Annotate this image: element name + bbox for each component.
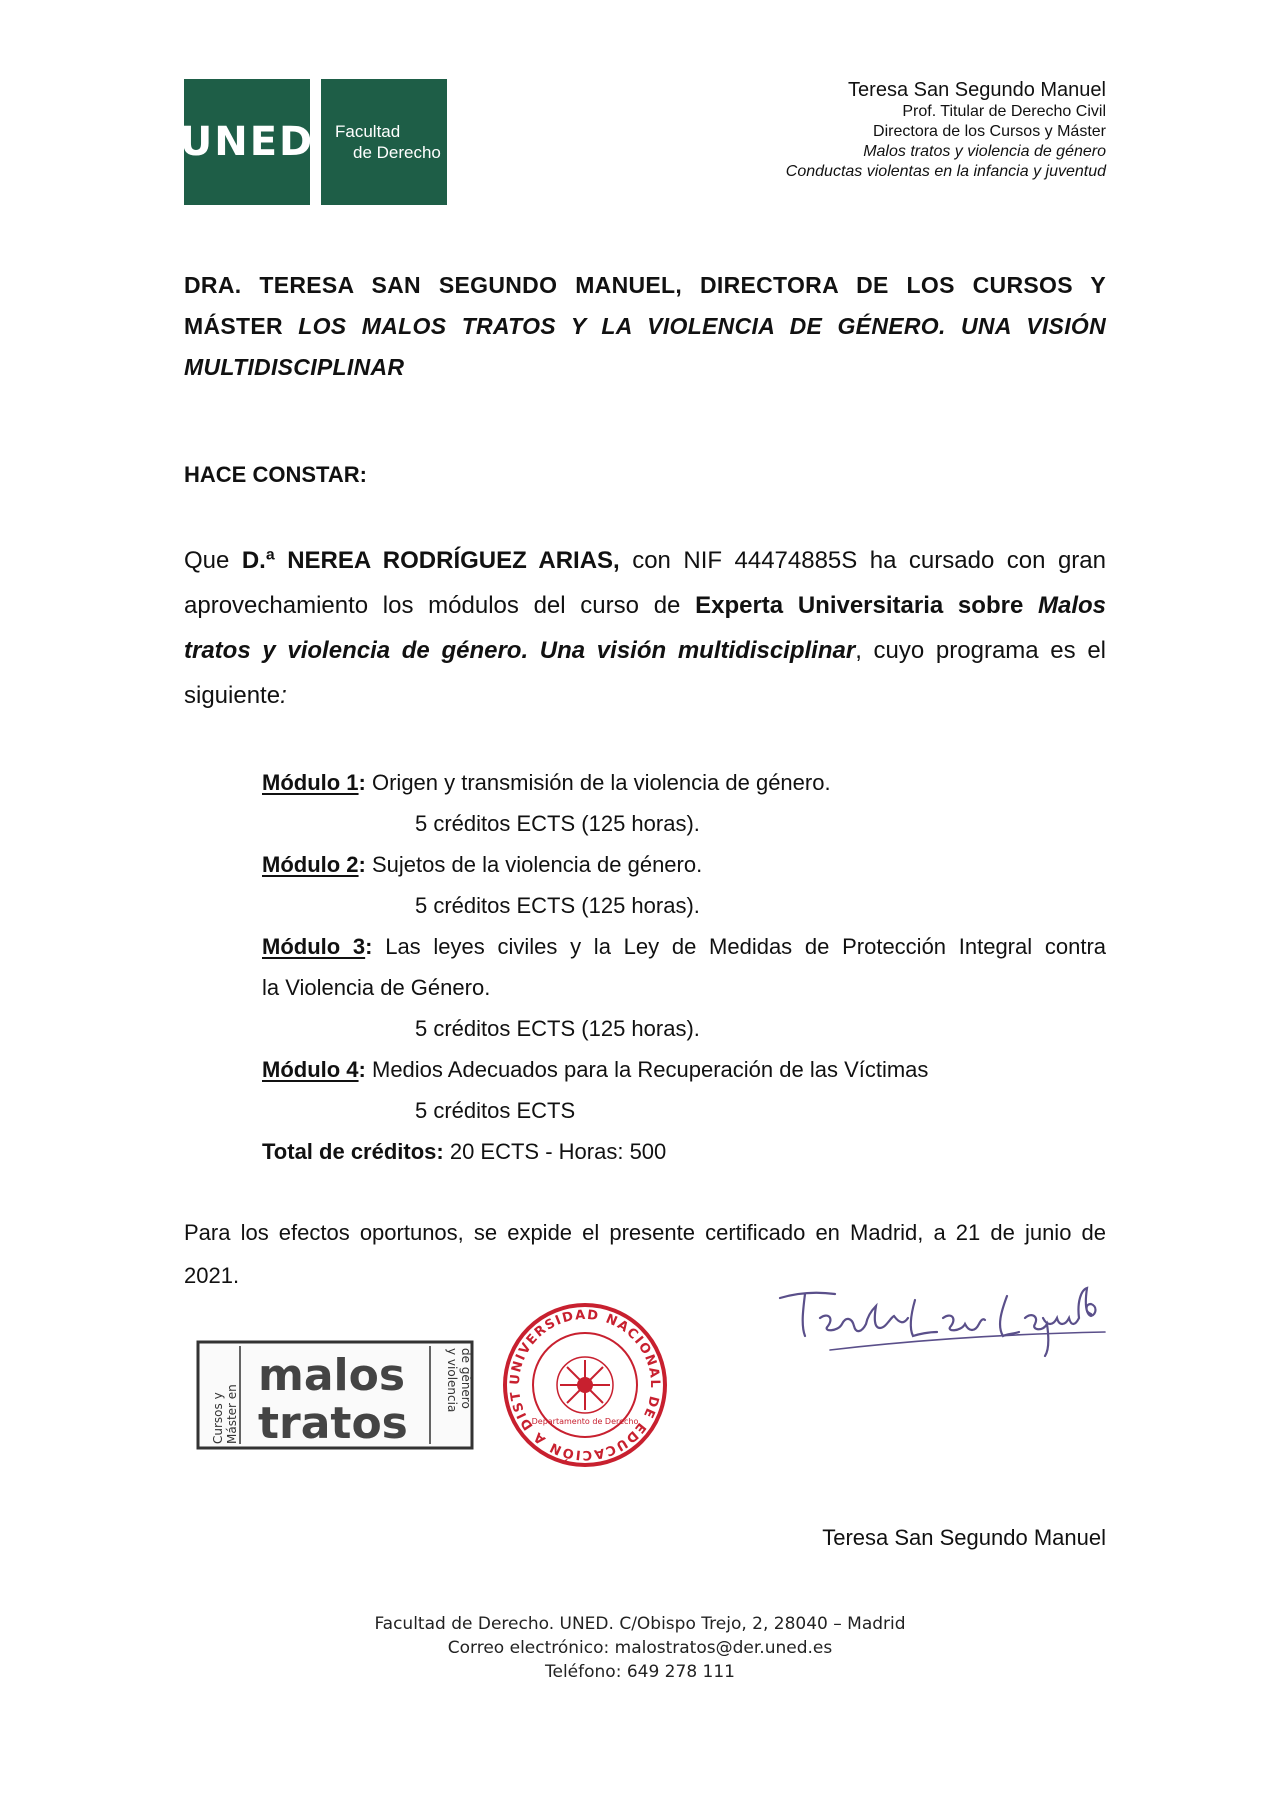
module-label: Módulo 4 [262,1057,359,1082]
sender-name: Teresa San Segundo Manuel [848,79,1106,101]
module-row [262,844,1106,885]
module-colon: : [358,770,366,795]
course-italic: Malos tratos y violencia de género. Una visión multidisciplinar [184,592,1107,664]
module-credits: 5 créditos ECTS (125 horas). [415,811,700,836]
certificate-body [184,538,1106,718]
svg-text:tratos: tratos [258,1398,408,1449]
svg-text:Departamento de Derecho: Departamento de Derecho [531,1417,639,1426]
module-label: Módulo 1 [262,770,359,795]
signer-name: Teresa San Segundo Manuel [822,1525,1106,1550]
module-list [262,762,1106,1172]
hace-constar: HACE CONSTAR: [184,462,367,487]
certificate-heading [184,265,1106,388]
module-text-continued: la Violencia de Género. [262,975,491,1000]
uned-logo-text: UNED [179,119,315,165]
module-colon: : [358,1057,366,1082]
university-seal [500,1300,670,1470]
footer-email: Correo electrónico: malostratos@der.uned.es [447,1638,833,1658]
total-label: Total de créditos: [262,1139,444,1164]
body-intro: Que [184,547,242,574]
sender-role: Directora de los Cursos y Máster [873,123,1106,140]
svg-text:malos: malos [258,1350,406,1401]
faculty-logo [321,79,447,205]
sender-course-1: Malos tratos y violencia de género [863,143,1106,160]
page-footer [0,1612,1280,1684]
module-colon: : [358,852,366,877]
footer-address: Facultad de Derecho. UNED. C/Obispo Trejo, 2, 28040 – Madrid [374,1614,906,1634]
module-label: Módulo 2 [262,852,359,877]
sender-course-2: Conductas violentas en la infancia y juventud [785,163,1106,180]
module-text: Sujetos de la violencia de género. [365,852,703,877]
svg-text:Máster en: Máster en [225,1384,239,1444]
module-credits: 5 créditos ECTS [415,1098,576,1123]
total-value: 20 ECTS - Horas: 500 [443,1139,667,1164]
body-nif: con NIF 44474885S ha cursado con gran aprovechamiento los módulos del curso de [184,547,1106,619]
body-colon: : [280,682,287,709]
module-row [262,762,1106,803]
letterhead-sender [686,78,1106,182]
module-credits: 5 créditos ECTS (125 horas). [415,1016,700,1041]
handwritten-signature [775,1278,1115,1368]
faculty-logo-line1: Facultad [335,122,401,141]
svg-text:y violencia: y violencia [445,1348,459,1413]
module-credits: 5 créditos ECTS (125 horas). [415,893,700,918]
total-credits [262,1131,1106,1172]
closing-paragraph: Para los efectos oportunos, se expide el presente certificado en Madrid, a 21 de junio de 2021. [184,1220,1106,1288]
module-colon: : [365,934,373,959]
module-text: Medios Adecuados para la Recuperación de las Víctimas [365,1057,929,1082]
svg-text:UNIVERSIDAD NACIONAL DE EDUCAC: UNIVERSIDAD NACIONAL DE EDUCACIÓN A DIST [507,1307,663,1463]
uned-logo-mark [179,79,315,205]
module-text: Las leyes civiles y la Ley de Medidas de Protección Integral contra [372,934,1106,959]
module-text: Origen y transmisión de la violencia de género. [365,770,831,795]
module-row [262,1049,1106,1090]
footer-phone: Teléfono: 649 278 111 [545,1662,735,1682]
heading-prefix: DRA. TERESA SAN SEGUNDO MANUEL, DIRECTORA DE LOS CURSOS Y MÁSTER [184,272,1106,339]
student-name: D.ª NEREA RODRÍGUEZ ARIAS, [241,547,620,574]
sender-title: Prof. Titular de Derecho Civil [902,103,1106,120]
malos-tratos-stamp [196,1340,474,1450]
module-row [262,926,1106,967]
svg-text:de género: de género [459,1348,473,1409]
course-bold: Experta Universitaria sobre [695,592,1024,619]
module-label: Módulo 3 [262,934,366,959]
svg-text:Cursos y: Cursos y [211,1392,225,1444]
body-outro: , cuyo programa es el siguiente [184,637,1106,709]
faculty-logo-line2: de Derecho [353,143,441,162]
uned-logo [179,79,447,205]
heading-course-title: LOS MALOS TRATOS Y LA VIOLENCIA DE GÉNERO. UNA VISIÓN MULTIDISCIPLINAR [184,313,1106,380]
